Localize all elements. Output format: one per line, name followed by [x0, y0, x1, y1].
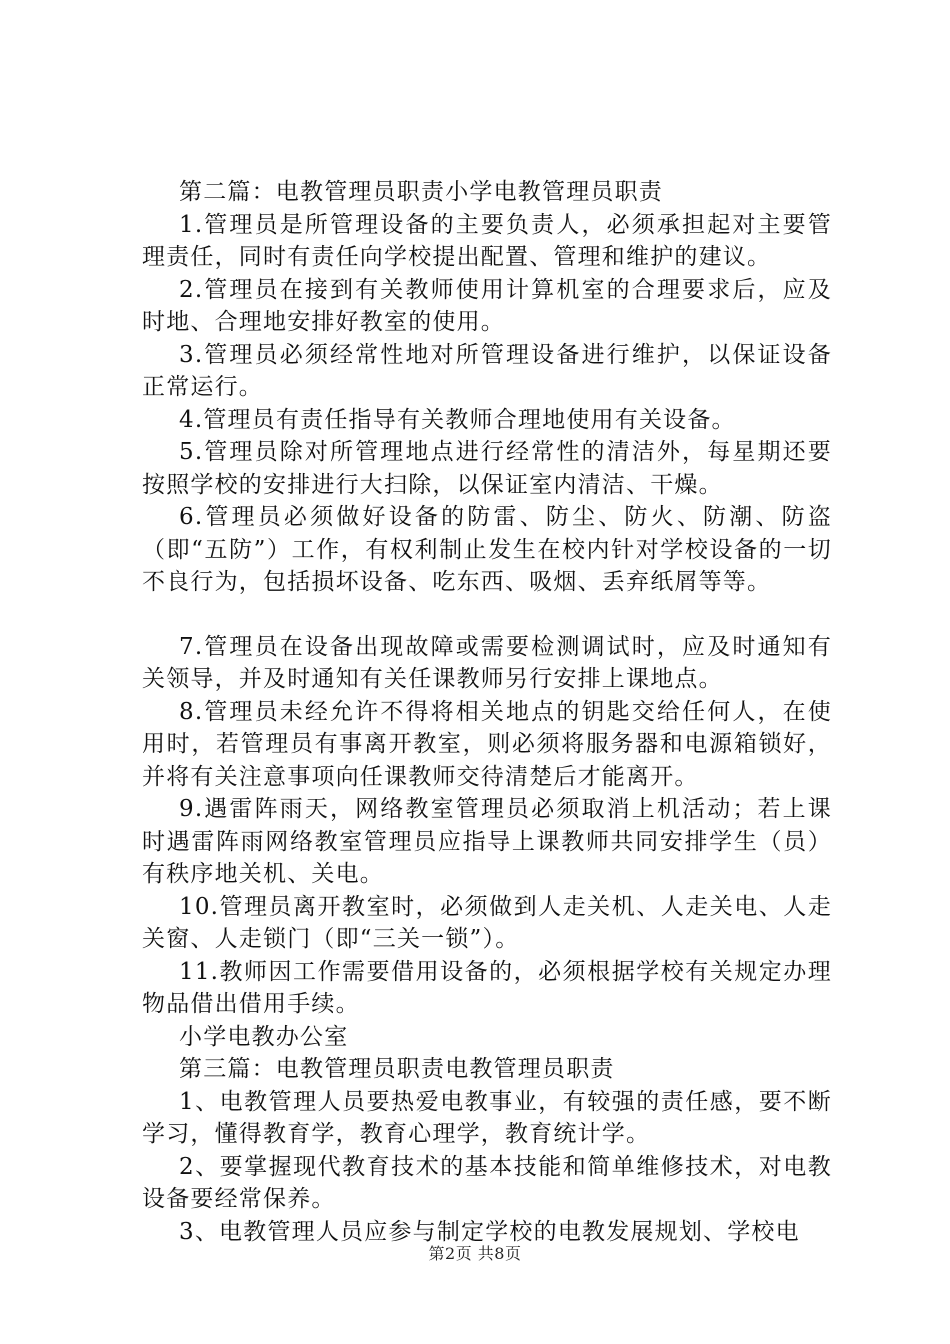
duty-item-10: 10.管理员离开教室时，必须做到人走关机、人走关电、人走关窗、人走锁门（即“三关一锁”）。: [142, 893, 832, 952]
document-body: [142, 176, 832, 1248]
duty-item-9: 9.遇雷阵雨天，网络教室管理员必须取消上机活动；若上课时遇雷阵雨网络教室管理员应指导上课教师共同安排学生（员）有秩序地关机、关电。: [142, 796, 832, 887]
duty-item-4: 4.管理员有责任指导有关教师合理地使用有关设备。: [179, 406, 736, 433]
duty-item-8: 8.管理员未经允许不得将相关地点的钥匙交给任何人，在使用时，若管理员有事离开教室，则必须将服务器和电源箱锁好，并将有关注意事项向任课教师交待清楚后才能离开。: [142, 698, 832, 790]
section-heading-3: 第三篇：电教管理员职责电教管理员职责: [179, 1056, 615, 1082]
duty-item-7: 7.管理员在设备出现故障或需要检测调试时，应及时通知有关领导，并及时通知有关任课教师另行安排上课地点。: [142, 633, 832, 692]
section-heading-2: 第二篇：电教管理员职责小学电教管理员职责: [179, 179, 663, 205]
duty-item-5: 5.管理员除对所管理地点进行经常性的清洁外，每星期还要按照学校的安排进行大扫除，以保证室内清洁、干燥。: [142, 439, 832, 498]
section3-item-3: 3、电教管理人员应参与制定学校的电教发展规划、学校电: [179, 1218, 800, 1245]
section3-item-1: 1、电教管理人员要热爱电教事业，有较强的责任感，要不断学习，懂得教育学，教育心理学，教育统计学。: [142, 1088, 832, 1147]
duty-item-2: 2.管理员在接到有关教师使用计算机室的合理要求后，应及时地、合理地安排好教室的使用。: [142, 276, 832, 335]
duty-item-1: 1.管理员是所管理设备的主要负责人，必须承担起对主要管理责任，同时有责任向学校提出配置、管理和维护的建议。: [142, 211, 832, 270]
section3-item-2: 2、要掌握现代教育技术的基本技能和简单维修技术，对电教设备要经常保养。: [142, 1153, 832, 1212]
duty-item-3: 3.管理员必须经常性地对所管理设备进行维护，以保证设备正常运行。: [142, 341, 832, 400]
signature-office: 小学电教办公室: [179, 1023, 349, 1050]
duty-item-11: 11.教师因工作需要借用设备的，必须根据学校有关规定办理物品借出借用手续。: [142, 958, 832, 1017]
duty-item-6: 6.管理员必须做好设备的防雷、防尘、防火、防潮、防盗（即“五防”）工作，有权利制止发生在校内针对学校设备的一切不良行为，包括损坏设备、吃东西、吸烟、丢弃纸屑等等。: [142, 504, 832, 595]
page-number-footer: 第2页 共8页: [428, 1244, 522, 1263]
